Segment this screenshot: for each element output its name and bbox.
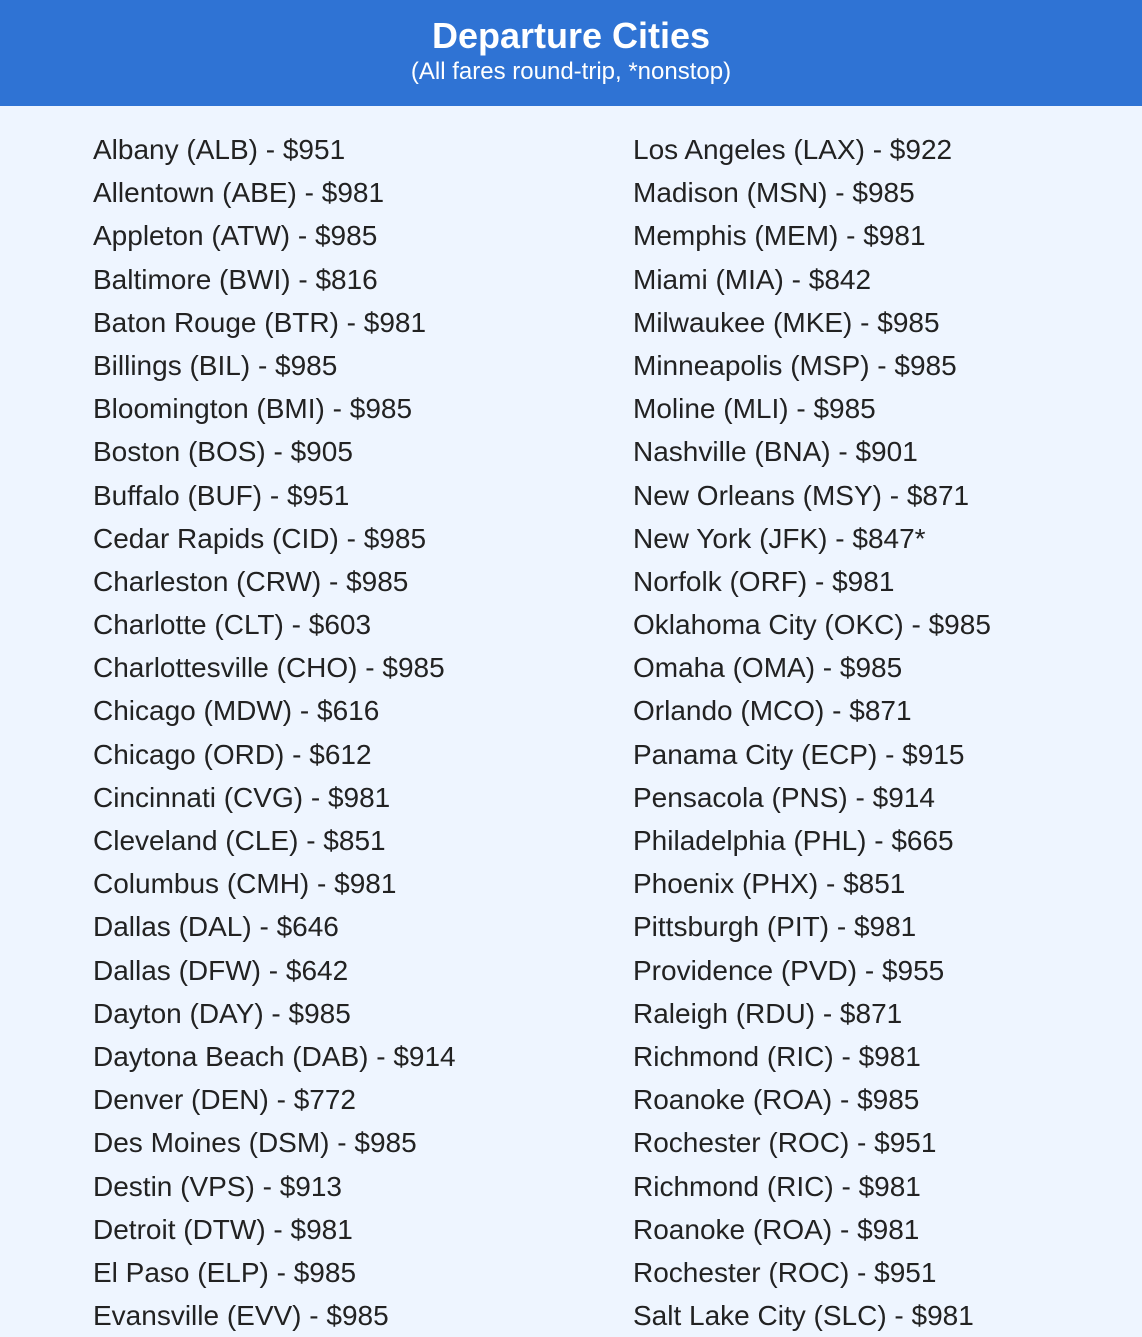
city-fare-item: Roanoke (ROA) - $981 <box>633 1213 920 1245</box>
city-fare-item: Destin (VPS) - $913 <box>93 1170 342 1202</box>
city-fare-item: Orlando (MCO) - $871 <box>633 695 912 727</box>
city-fare-item: Salt Lake City (SLC) - $981 <box>633 1300 974 1332</box>
city-fare-item: Roanoke (ROA) - $985 <box>633 1084 920 1116</box>
city-fare-item: Philadelphia (PHL) - $665 <box>633 825 954 856</box>
city-fare-item: Dallas (DAL) - $646 <box>93 911 339 943</box>
city-fare-item: Phoenix (PHX) - $851 <box>633 868 906 900</box>
city-fare-item: Bloomington (BMI) - $985 <box>93 393 413 425</box>
city-fare-item: Los Angeles (LAX) - $922 <box>633 134 953 165</box>
city-fare-item: Cincinnati (CVG) - $981 <box>93 781 391 813</box>
city-fare-item: Appleton (ATW) - $985 <box>93 220 378 252</box>
city-fare-item: Moline (MLI) - $985 <box>633 393 876 425</box>
city-fare-item: Cedar Rapids (CID) - $985 <box>93 522 427 554</box>
city-fare-item: Buffalo (BUF) - $951 <box>93 479 350 511</box>
city-fare-item: New Orleans (MSY) - $871 <box>633 479 970 511</box>
city-fare-item: Detroit (DTW) - $981 <box>93 1213 353 1245</box>
city-fare-item: Memphis (MEM) - $981 <box>633 220 926 252</box>
city-fare-item: Boston (BOS) - $905 <box>93 436 353 468</box>
city-fare-item: Norfolk (ORF) - $981 <box>633 565 895 597</box>
city-fare-item: Des Moines (DSM) - $985 <box>93 1127 417 1159</box>
city-fare-item: Dallas (DFW) - $642 <box>93 954 349 986</box>
departure-cities-list <box>0 106 1142 1336</box>
city-fare-item: Providence (PVD) - $955 <box>633 954 945 986</box>
city-fare-item: Daytona Beach (DAB) - $914 <box>93 1040 456 1072</box>
page-title: Departure Cities <box>431 15 711 56</box>
city-fare-item: Panama City (ECP) - $915 <box>633 738 965 770</box>
city-fare-item: Charleston (CRW) - $985 <box>93 565 409 597</box>
city-fare-item: Cleveland (CLE) - $851 <box>93 825 386 856</box>
city-fare-item: Nashville (BNA) - $901 <box>633 436 918 468</box>
city-fare-item: El Paso (ELP) - $985 <box>93 1256 357 1288</box>
city-fare-item: Allentown (ABE) - $981 <box>93 177 385 209</box>
right-column <box>633 128 991 1337</box>
page-subtitle: (All fares round-trip, *nonstop) <box>410 58 732 85</box>
city-fare-item: Albany (ALB) - $951 <box>93 134 346 165</box>
city-fare-item: Chicago (ORD) - $612 <box>93 738 372 770</box>
city-fare-item: Madison (MSN) - $985 <box>633 177 915 209</box>
city-fare-item: New York (JFK) - $847* <box>633 522 926 554</box>
city-fare-item: Minneapolis (MSP) - $985 <box>633 349 957 381</box>
city-fare-item: Billings (BIL) - $985 <box>93 349 338 381</box>
city-fare-item: Richmond (RIC) - $981 <box>633 1170 921 1202</box>
city-fare-item: Chicago (MDW) - $616 <box>93 695 380 727</box>
city-fare-item: Richmond (RIC) - $981 <box>633 1040 921 1072</box>
left-column <box>93 128 456 1337</box>
city-fare-item: Pittsburgh (PIT) - $981 <box>633 911 917 943</box>
city-fare-item: Rochester (ROC) - $951 <box>633 1256 937 1288</box>
city-fare-item: Denver (DEN) - $772 <box>93 1084 356 1116</box>
city-fare-item: Dayton (DAY) - $985 <box>93 997 351 1029</box>
city-fare-item: Columbus (CMH) - $981 <box>93 868 397 900</box>
city-fare-item: Milwaukee (MKE) - $985 <box>633 306 940 338</box>
city-fare-item: Charlottesville (CHO) - $985 <box>93 652 445 684</box>
city-fare-item: Miami (MIA) - $842 <box>633 263 872 295</box>
city-fare-item: Baton Rouge (BTR) - $981 <box>93 306 427 338</box>
city-fare-item: Oklahoma City (OKC) - $985 <box>633 609 991 641</box>
city-fare-item: Evansville (EVV) - $985 <box>93 1300 389 1332</box>
city-fare-item: Pensacola (PNS) - $914 <box>633 781 935 813</box>
city-fare-item: Charlotte (CLT) - $603 <box>93 609 372 641</box>
header-banner <box>0 0 1142 106</box>
city-fare-item: Rochester (ROC) - $951 <box>633 1127 937 1159</box>
city-fare-item: Baltimore (BWI) - $816 <box>93 263 378 295</box>
city-fare-item: Omaha (OMA) - $985 <box>633 652 903 684</box>
city-fare-item: Raleigh (RDU) - $871 <box>633 997 903 1029</box>
